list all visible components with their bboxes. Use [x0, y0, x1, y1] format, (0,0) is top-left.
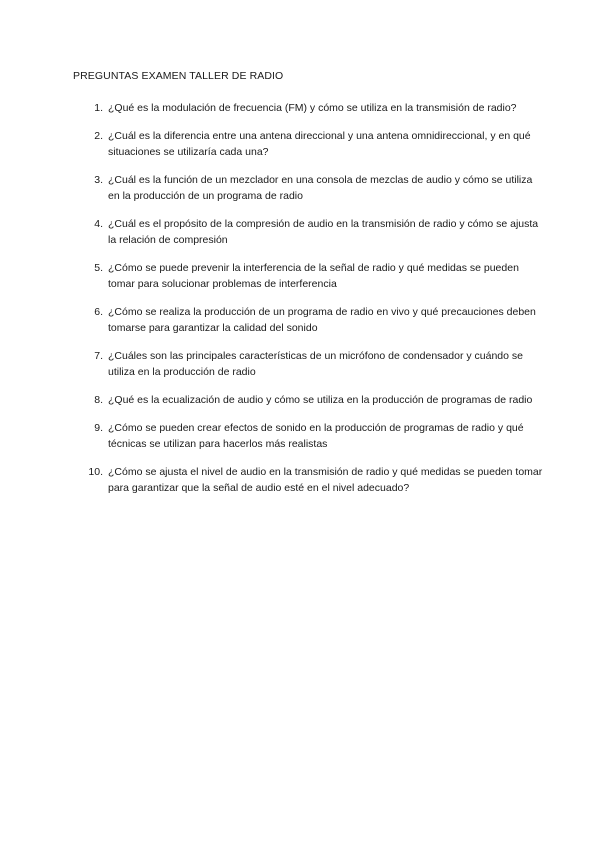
question-item	[73, 128, 543, 160]
question-item	[73, 216, 543, 248]
question-item	[73, 420, 543, 452]
question-item	[73, 464, 543, 496]
question-number: 7.	[94, 350, 103, 362]
question-item	[73, 172, 543, 204]
question-item	[73, 392, 543, 408]
question-number: 8.	[94, 394, 103, 406]
question-text: ¿Cuáles son las principales características de un micrófono de condensador y cuándo se utiliza en la producción de radio	[108, 350, 523, 378]
question-item	[73, 260, 543, 292]
question-text: ¿Cuál es la diferencia entre una antena direccional y una antena omnidireccional, y en qué situaciones se utilizaría cada una?	[108, 130, 531, 158]
question-item	[73, 304, 543, 336]
question-text: ¿Cómo se puede prevenir la interferencia de la señal de radio y qué medidas se pueden tomar para solucionar problemas de interferencia	[108, 262, 519, 290]
question-text: ¿Cómo se realiza la producción de un programa de radio en vivo y qué precauciones deben tomarse para garantizar la calidad del sonido	[108, 306, 536, 334]
question-text: ¿Cuál es la función de un mezclador en una consola de mezclas de audio y cómo se utiliza en la producción de un programa de radio	[108, 174, 533, 202]
question-number: 4.	[94, 218, 103, 230]
question-text: ¿Cuál es el propósito de la compresión de audio en la transmisión de radio y cómo se ajusta la relación de compresión	[108, 218, 539, 246]
question-number: 9.	[94, 422, 103, 434]
question-number: 6.	[94, 306, 103, 318]
question-text: ¿Cómo se pueden crear efectos de sonido en la producción de programas de radio y qué técnicas se utilizan para hacerlos más realistas	[108, 422, 524, 450]
document-title: PREGUNTAS EXAMEN TALLER DE RADIO	[73, 70, 284, 82]
question-item	[73, 348, 543, 380]
question-number: 10.	[88, 466, 103, 478]
question-number: 1.	[94, 102, 103, 114]
question-text: ¿Qué es la ecualización de audio y cómo se utiliza en la producción de programas de radio	[108, 394, 533, 406]
question-text: ¿Cómo se ajusta el nivel de audio en la transmisión de radio y qué medidas se pueden tomar para garantizar que la señal de audio esté en el nivel adecuado?	[108, 466, 543, 494]
question-number: 5.	[94, 262, 103, 274]
question-item	[73, 100, 543, 116]
question-number: 2.	[94, 130, 103, 142]
question-list	[73, 100, 543, 508]
question-number: 3.	[94, 174, 103, 186]
question-text: ¿Qué es la modulación de frecuencia (FM) y cómo se utiliza en la transmisión de radio?	[108, 102, 517, 114]
